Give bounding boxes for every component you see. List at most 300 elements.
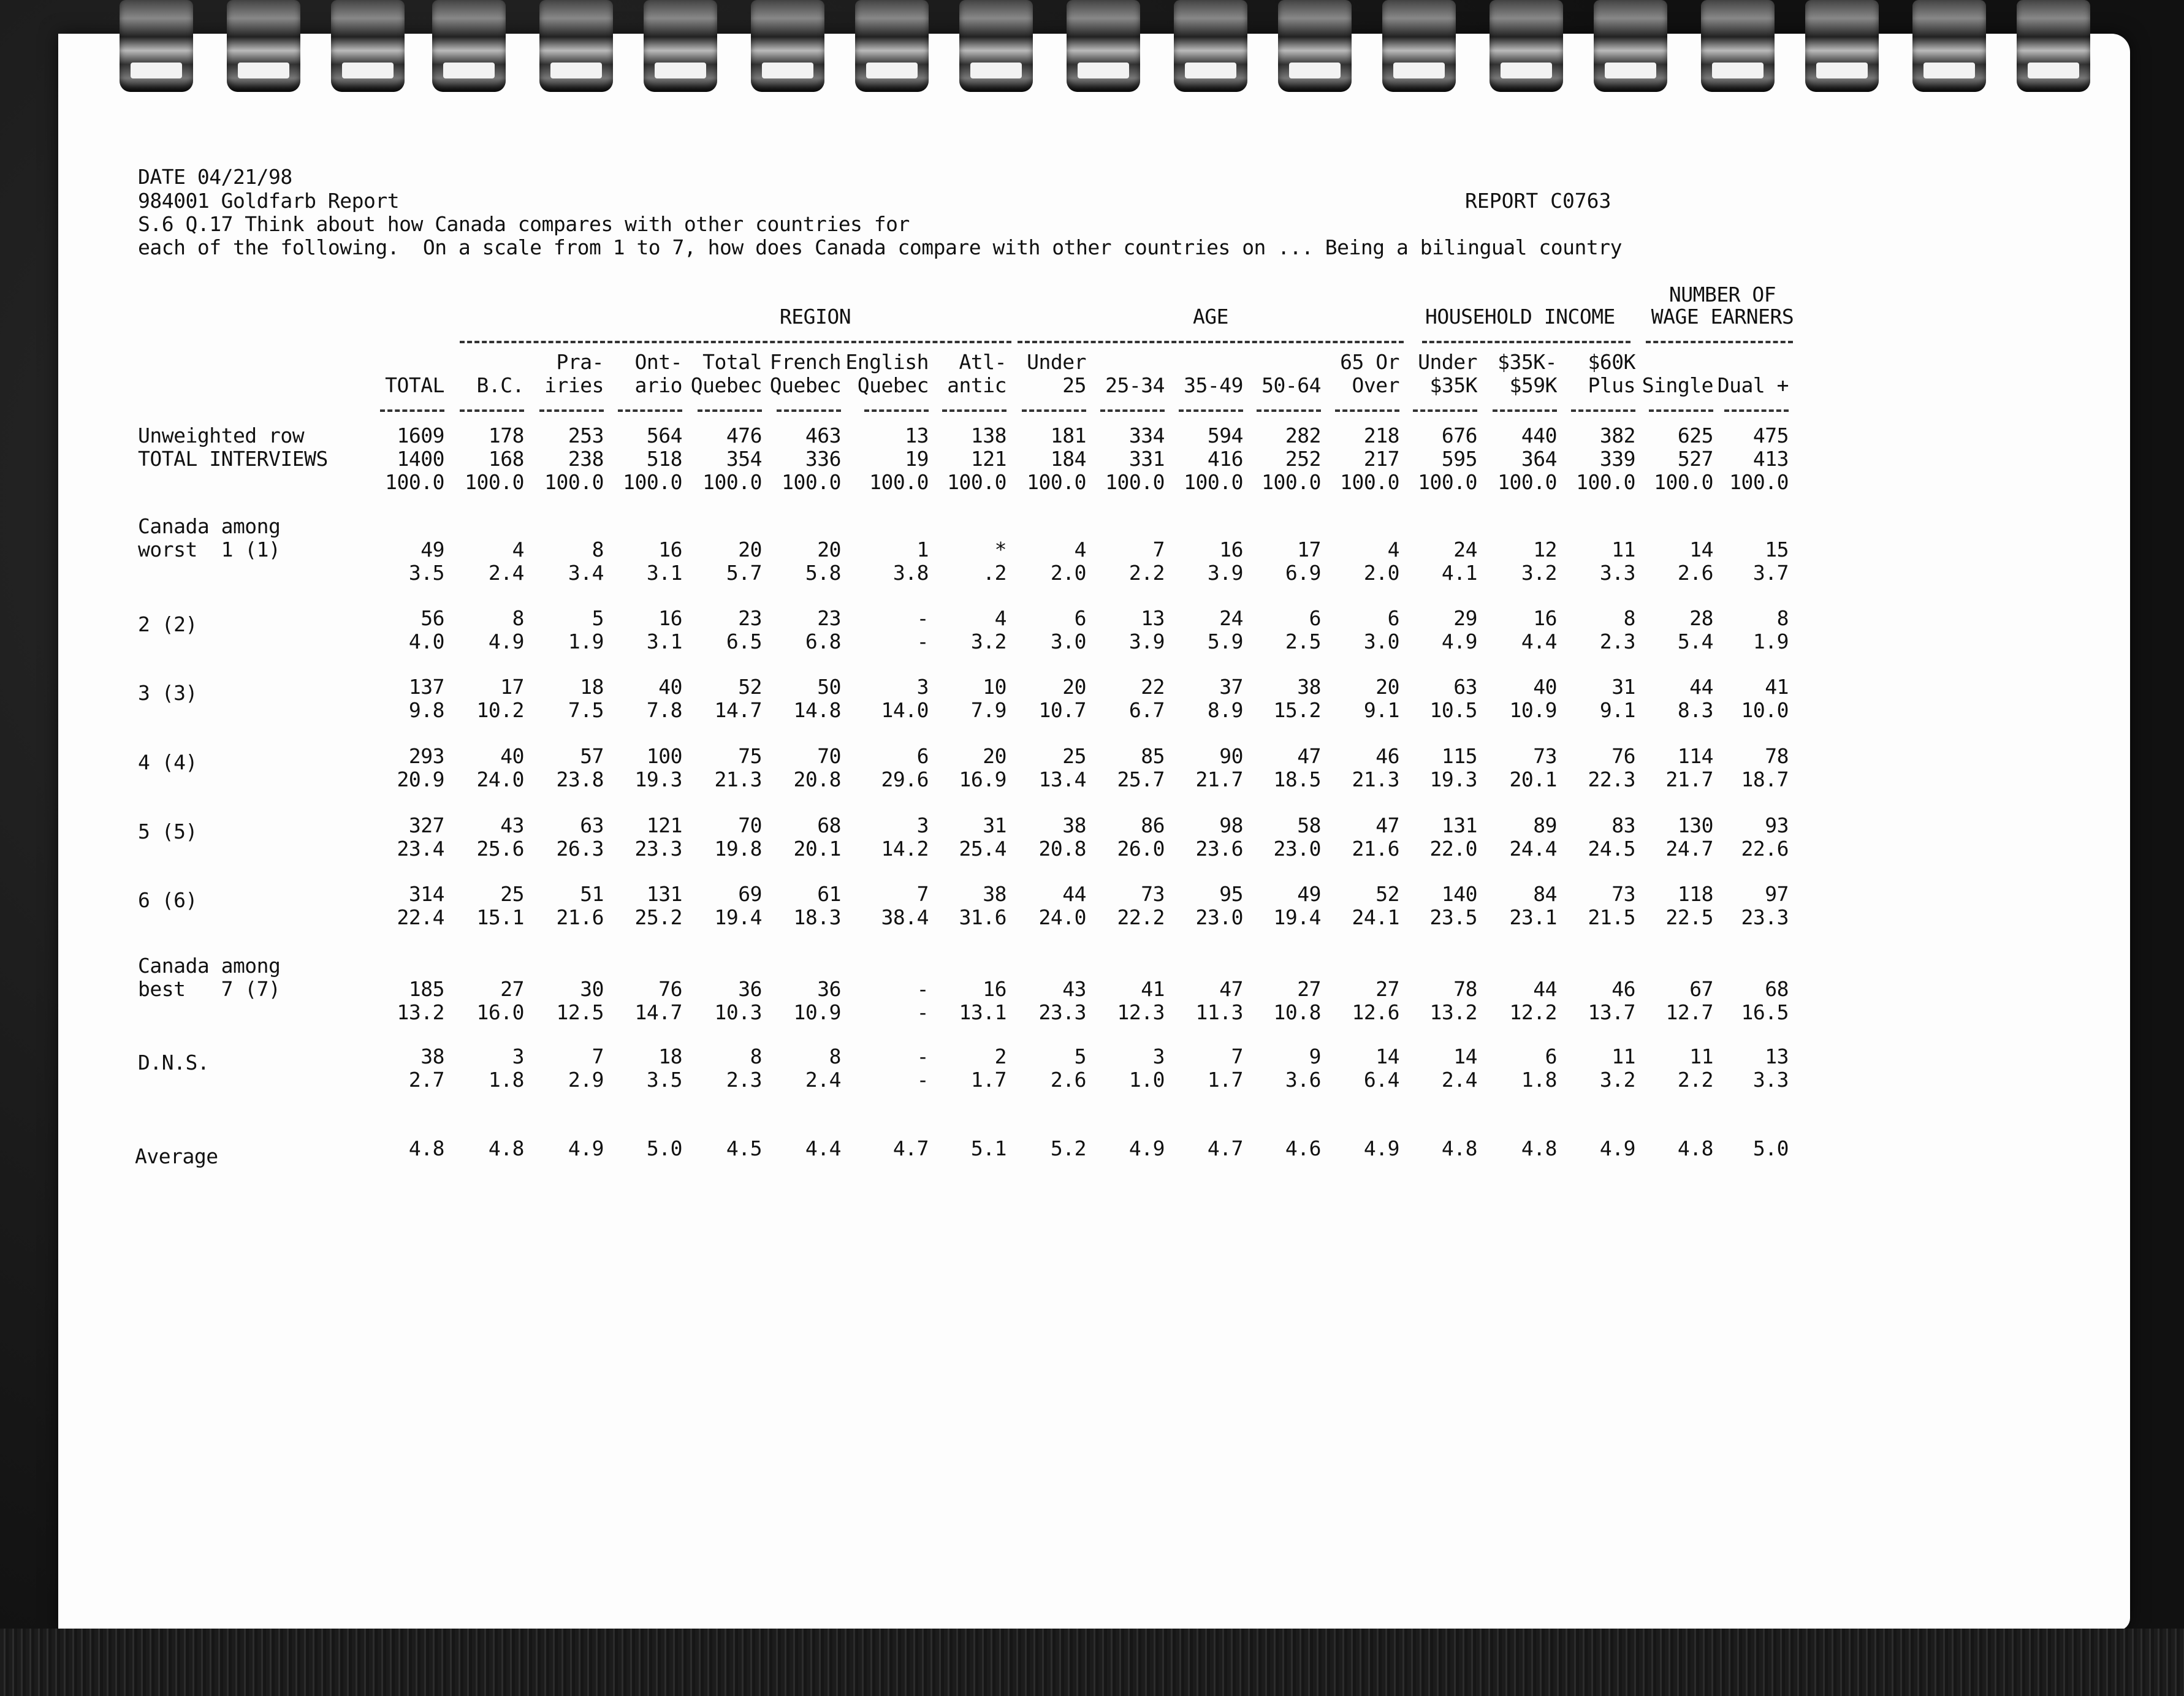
binder-ring [2017,0,2090,92]
base-cell: 100.0 [385,470,444,494]
count-cell: 12 [1533,538,1557,561]
base-cell: 413 [1752,447,1789,471]
base-cell: 475 [1752,424,1789,447]
percent-cell: 2.3 [1599,629,1635,653]
count-cell: 98 [1219,813,1243,837]
count-cell: 37 [1219,675,1243,699]
count-cell: 8 [1623,606,1635,630]
count-cell: 36 [738,977,762,1001]
column-header-line2: 25 [1062,373,1086,397]
percent-cell: 16.5 [1741,1000,1789,1024]
date-line: DATE 04/21/98 [138,165,292,189]
percent-cell: 21.6 [556,905,604,929]
percent-cell: 2.2 [1677,1068,1713,1092]
percent-cell: 26.0 [1117,837,1165,861]
column-underline [1724,409,1789,412]
count-cell: 5 [1074,1044,1086,1068]
percent-cell: 3.5 [646,1068,682,1092]
percent-cell: 23.3 [634,837,682,861]
column-header-line1: Ont- [634,350,682,374]
column-header-line2: B.C. [476,373,524,397]
average-cell: 4.9 [1599,1136,1635,1160]
percent-cell: 3.0 [1363,629,1399,653]
column-underline [942,409,1006,412]
count-cell: 20 [817,538,841,561]
base-cell: 527 [1677,447,1713,471]
count-cell: 16 [1533,606,1557,630]
count-cell: 93 [1765,813,1789,837]
count-cell: 46 [1375,744,1399,768]
percent-cell: 22.0 [1429,837,1477,861]
column-header-line2: Over [1352,373,1399,397]
binder-ring [1701,0,1775,92]
count-cell: 49 [420,538,444,561]
percent-cell: 1.9 [1752,629,1789,653]
count-cell: 9 [1309,1044,1321,1068]
count-cell: 7 [592,1044,604,1068]
count-cell: 11 [1611,1044,1635,1068]
count-cell: 22 [1141,675,1165,699]
binder-ring [1174,0,1247,92]
count-cell: 38 [1297,675,1321,699]
base-cell: 178 [488,424,524,447]
percent-cell: 4.0 [408,629,444,653]
count-cell: 78 [1765,744,1789,768]
base-cell: 416 [1207,447,1243,471]
count-cell: 69 [738,882,762,906]
count-cell: 7 [916,882,929,906]
percent-cell: 21.5 [1588,905,1635,929]
count-cell: 2 [994,1044,1006,1068]
percent-cell: 23.0 [1273,837,1321,861]
count-cell: 38 [983,882,1006,906]
row-label: Unweighted row [138,424,305,447]
count-cell: 51 [580,882,604,906]
percent-cell: 8.9 [1207,698,1243,722]
column-header-line2: Quebec [857,373,929,397]
count-cell: 16 [983,977,1006,1001]
count-cell: 7 [1231,1044,1243,1068]
average-cell: 5.0 [646,1136,682,1160]
count-cell: 6 [1387,606,1399,630]
binder-ring [432,0,506,92]
base-cell: 238 [568,447,604,471]
count-cell: 20 [983,744,1006,768]
percent-cell: 3.8 [892,561,929,585]
binder-ring [1382,0,1456,92]
base-cell: 100.0 [947,470,1006,494]
base-cell: 100.0 [1497,470,1557,494]
percent-cell: 3.5 [408,561,444,585]
count-cell: 41 [1141,977,1165,1001]
percent-cell: 21.7 [1665,767,1713,791]
percent-cell: 24.1 [1352,905,1399,929]
percent-cell: 5.7 [726,561,762,585]
percent-cell: 19.3 [634,767,682,791]
count-cell: 40 [1533,675,1557,699]
percent-cell: 2.0 [1363,561,1399,585]
average-cell: 4.7 [1207,1136,1243,1160]
count-cell: 61 [817,882,841,906]
percent-cell: 4.9 [488,629,524,653]
percent-cell: 2.3 [726,1068,762,1092]
count-cell: 3 [916,675,929,699]
group-age: AGE [1192,305,1229,329]
column-underline [1493,409,1557,412]
base-cell: 336 [805,447,841,471]
count-cell: 68 [817,813,841,837]
count-cell: 131 [1441,813,1477,837]
percent-cell: 5.8 [805,561,841,585]
percent-cell: 22.3 [1588,767,1635,791]
binder-ring [1067,0,1140,92]
count-cell: 76 [658,977,682,1001]
count-cell: 314 [408,882,444,906]
count-cell: 44 [1533,977,1557,1001]
base-cell: 382 [1599,424,1635,447]
count-cell: 1 [916,538,929,561]
count-cell: 57 [580,744,604,768]
average-cell: 5.1 [970,1136,1006,1160]
percent-cell: 7.9 [970,698,1006,722]
percent-cell: 16.0 [476,1000,524,1024]
base-cell: 1609 [397,424,444,447]
count-cell: 30 [580,977,604,1001]
column-underline [1335,409,1399,412]
average-cell: 5.2 [1050,1136,1086,1160]
count-cell: 29 [1453,606,1477,630]
count-cell: 40 [658,675,682,699]
count-cell: 63 [580,813,604,837]
percent-cell: 10.9 [793,1000,841,1024]
average-cell: 4.9 [1128,1136,1165,1160]
base-cell: 100.0 [1184,470,1243,494]
percent-cell: 2.2 [1128,561,1165,585]
percent-cell: 15.2 [1273,698,1321,722]
base-cell: 476 [726,424,762,447]
column-header-line2: antic [947,373,1006,397]
count-cell: 47 [1219,977,1243,1001]
count-cell: 47 [1375,813,1399,837]
percent-cell: 2.6 [1050,1068,1086,1092]
count-cell: 8 [829,1044,841,1068]
column-header-line2: $59K [1509,373,1557,397]
column-header-line1: Under [1418,350,1477,374]
column-underline [1100,409,1165,412]
average-cell: 4.7 [892,1136,929,1160]
count-cell: 89 [1533,813,1557,837]
count-cell: 36 [817,977,841,1001]
base-cell: 100.0 [465,470,524,494]
count-cell: 38 [420,1044,444,1068]
base-cell: 218 [1363,424,1399,447]
column-underline [1413,409,1477,412]
column-underline [864,409,929,412]
base-cell: 100.0 [1729,470,1789,494]
percent-cell: 2.0 [1050,561,1086,585]
count-cell: 8 [750,1044,762,1068]
column-header-line1: $35K- [1497,350,1557,374]
count-cell: 58 [1297,813,1321,837]
column-underline [1257,409,1321,412]
percent-cell: 19.8 [714,837,762,861]
percent-cell: 21.6 [1352,837,1399,861]
column-underline [1179,409,1243,412]
column-header-line1: 65 Or [1340,350,1399,374]
percent-cell: 2.5 [1285,629,1321,653]
base-cell: 339 [1599,447,1635,471]
percent-cell: .2 [983,561,1006,585]
base-cell: 564 [646,424,682,447]
percent-cell: 22.4 [397,905,444,929]
average-cell: 4.5 [726,1136,762,1160]
count-cell: 114 [1677,744,1713,768]
percent-cell: 6.8 [805,629,841,653]
percent-cell: 10.5 [1429,698,1477,722]
count-cell: 86 [1141,813,1165,837]
percent-cell: 16.9 [959,767,1006,791]
percent-cell: 3.0 [1050,629,1086,653]
report-code: REPORT C0763 [1465,189,1611,213]
binder-ring [1490,0,1563,92]
percent-cell: 23.5 [1429,905,1477,929]
column-header-line1: English [845,350,929,374]
count-cell: 11 [1689,1044,1713,1068]
average-cell: 4.6 [1285,1136,1321,1160]
count-cell: 25 [1062,744,1086,768]
base-cell: 625 [1677,424,1713,447]
column-header-line2: 35-49 [1184,373,1243,397]
base-cell: 334 [1128,424,1165,447]
count-cell: 56 [420,606,444,630]
row-label: Canada among [138,514,281,538]
count-cell: 52 [1375,882,1399,906]
column-header-line2: Quebec [769,373,841,397]
row-label: TOTAL INTERVIEWS [138,447,328,471]
count-cell: 4 [994,606,1006,630]
column-underline [618,409,682,412]
column-header-line1: Under [1027,350,1086,374]
count-cell: 27 [1297,977,1321,1001]
count-cell: 27 [500,977,524,1001]
percent-cell: 3.2 [1599,1068,1635,1092]
count-cell: 16 [1219,538,1243,561]
count-cell: 293 [408,744,444,768]
percent-cell: 21.3 [1352,767,1399,791]
column-header-line2: iries [544,373,604,397]
base-cell: 138 [970,424,1006,447]
count-cell: 68 [1765,977,1789,1001]
percent-cell: 14.7 [714,698,762,722]
percent-cell: 23.3 [1038,1000,1086,1024]
count-cell: 6 [916,744,929,768]
percent-cell: 3.2 [970,629,1006,653]
count-cell: 327 [408,813,444,837]
percent-cell: 1.0 [1128,1068,1165,1092]
percent-cell: 19.3 [1429,767,1477,791]
column-header-line2: 25-34 [1105,373,1165,397]
count-cell: 28 [1689,606,1713,630]
count-cell: 4 [512,538,524,561]
percent-cell: - [916,629,929,653]
percent-cell: 19.4 [1273,905,1321,929]
count-cell: 4 [1074,538,1086,561]
base-cell: 121 [970,447,1006,471]
percent-cell: 13.2 [397,1000,444,1024]
base-cell: 181 [1050,424,1086,447]
column-underline [698,409,762,412]
count-cell: 27 [1375,977,1399,1001]
percent-cell: 25.7 [1117,767,1165,791]
percent-cell: 1.7 [1207,1068,1243,1092]
percent-cell: 10.7 [1038,698,1086,722]
row-label: 3 (3) [138,681,197,705]
base-cell: 1400 [397,447,444,471]
column-header-line1: Total [702,350,762,374]
percent-cell: 23.8 [556,767,604,791]
count-cell: 67 [1689,977,1713,1001]
percent-cell: 13.4 [1038,767,1086,791]
count-cell: 185 [408,977,444,1001]
binder-ring [1912,0,1986,92]
count-cell: 6 [1545,1044,1557,1068]
count-cell: 73 [1141,882,1165,906]
count-cell: 10 [983,675,1006,699]
base-cell: 100.0 [869,470,929,494]
count-cell: 70 [738,813,762,837]
income-dashes [1422,341,1630,343]
count-cell: * [994,538,1006,561]
binder-ring [751,0,824,92]
percent-cell: 23.0 [1195,905,1243,929]
percent-cell: 10.9 [1509,698,1557,722]
count-cell: 25 [500,882,524,906]
average-cell: 4.8 [488,1136,524,1160]
count-cell: 13 [1765,1044,1789,1068]
count-cell: 95 [1219,882,1243,906]
percent-cell: 2.6 [1677,561,1713,585]
percent-cell: 3.4 [568,561,604,585]
percent-cell: 7.5 [568,698,604,722]
count-cell: 63 [1453,675,1477,699]
count-cell: 24 [1453,538,1477,561]
base-cell: 100.0 [623,470,682,494]
percent-cell: 24.7 [1665,837,1713,861]
base-cell: 331 [1128,447,1165,471]
count-cell: 43 [1062,977,1086,1001]
percent-cell: 1.9 [568,629,604,653]
base-cell: 100.0 [1654,470,1713,494]
base-cell: 100.0 [1105,470,1165,494]
percent-cell: 9.1 [1599,698,1635,722]
count-cell: 41 [1765,675,1789,699]
percent-cell: 5.9 [1207,629,1243,653]
percent-cell: 4.9 [1441,629,1477,653]
count-cell: - [916,977,929,1001]
count-cell: 46 [1611,977,1635,1001]
count-cell: 17 [500,675,524,699]
percent-cell: 1.7 [970,1068,1006,1092]
column-header-line2: Quebec [690,373,762,397]
percent-cell: 13.2 [1429,1000,1477,1024]
count-cell: 20 [738,538,762,561]
base-cell: 463 [805,424,841,447]
column-header-line1: Pra- [556,350,604,374]
base-cell: 100.0 [782,470,841,494]
report-name: 984001 Goldfarb Report [138,189,400,213]
average-cell: 4.9 [1363,1136,1399,1160]
count-cell: 11 [1611,538,1635,561]
percent-cell: 3.6 [1285,1068,1321,1092]
binder-ring [120,0,193,92]
column-header-line2: Dual + [1717,373,1789,397]
percent-cell: 2.4 [488,561,524,585]
row-label: 6 (6) [138,888,197,912]
binder-ring [1278,0,1352,92]
percent-cell: 13.7 [1588,1000,1635,1024]
percent-cell: 22.6 [1741,837,1789,861]
base-cell: 100.0 [1418,470,1477,494]
count-cell: 6 [1309,606,1321,630]
percent-cell: 11.3 [1195,1000,1243,1024]
count-cell: 44 [1689,675,1713,699]
percent-cell: 20.9 [397,767,444,791]
count-cell: 23 [817,606,841,630]
column-header-line2: TOTAL [385,373,444,397]
column-underline [539,409,604,412]
percent-cell: 8.3 [1677,698,1713,722]
base-cell: 100.0 [1576,470,1635,494]
count-cell: 7 [1152,538,1165,561]
percent-cell: 18.5 [1273,767,1321,791]
column-underline [777,409,841,412]
binder-ring [855,0,929,92]
count-cell: 24 [1219,606,1243,630]
count-cell: 44 [1062,882,1086,906]
percent-cell: 12.2 [1509,1000,1557,1024]
base-cell: 100.0 [1027,470,1086,494]
percent-cell: 23.6 [1195,837,1243,861]
base-cell: 100.0 [544,470,604,494]
binder-ring [1805,0,1879,92]
percent-cell: 25.6 [476,837,524,861]
percent-cell: 12.3 [1117,1000,1165,1024]
count-cell: 76 [1611,744,1635,768]
group-region: REGION [779,305,851,329]
percent-cell: 10.3 [714,1000,762,1024]
count-cell: 85 [1141,744,1165,768]
earners-dashes [1646,341,1793,343]
column-underline [1649,409,1713,412]
question-line-2: each of the following. On a scale from 1 to 7, how does Canada compare with other countries on ... Being a bilingual country [138,235,1622,259]
count-cell: 49 [1297,882,1321,906]
base-cell: 100.0 [1340,470,1399,494]
percent-cell: 21.7 [1195,767,1243,791]
binder-ring [539,0,613,92]
count-cell: 18 [580,675,604,699]
count-cell: 70 [817,744,841,768]
count-cell: 14 [1689,538,1713,561]
percent-cell: 20.8 [793,767,841,791]
average-cell: 4.8 [1521,1136,1557,1160]
percent-cell: 3.1 [646,629,682,653]
count-cell: 20 [1062,675,1086,699]
count-cell: 20 [1375,675,1399,699]
percent-cell: 21.3 [714,767,762,791]
column-header-line2: $35K [1429,373,1477,397]
count-cell: 140 [1441,882,1477,906]
count-cell: 84 [1533,882,1557,906]
